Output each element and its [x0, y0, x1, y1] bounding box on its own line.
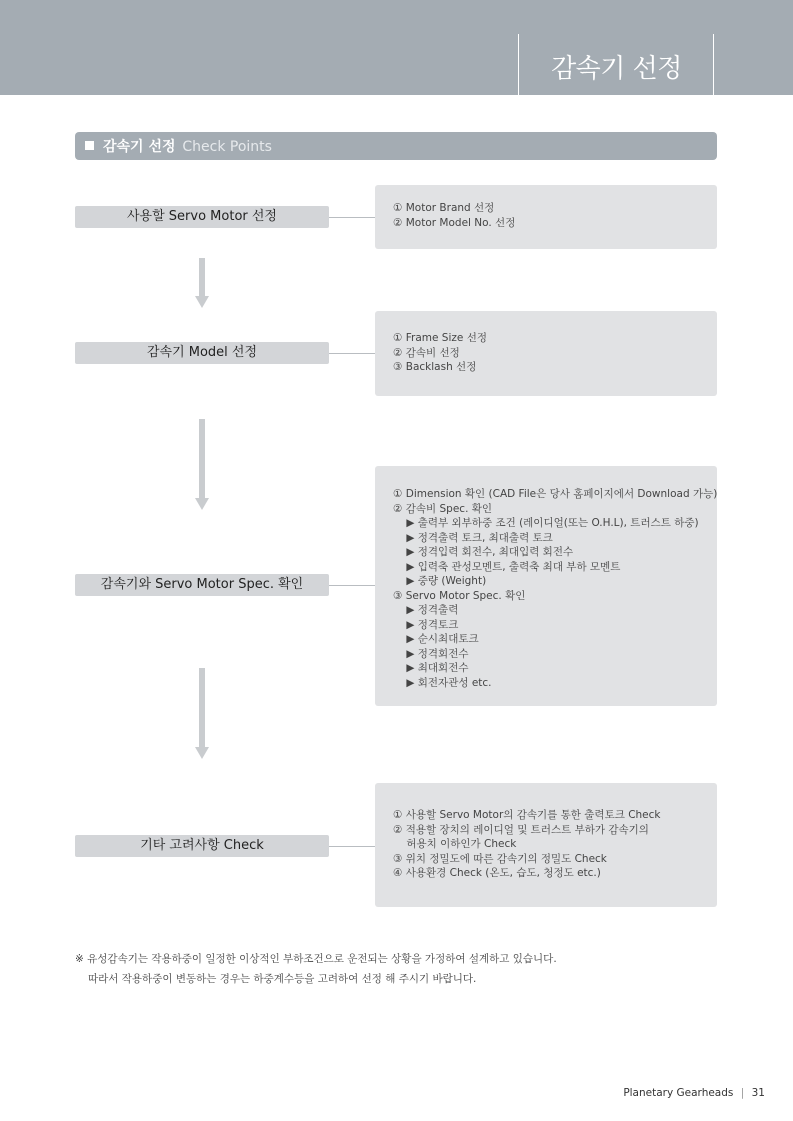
detail-line: ② 적용할 장치의 레이디얼 및 트러스트 부하가 감속기의	[393, 823, 649, 836]
detail-line: ③ Backlash 선정	[393, 361, 477, 373]
footer-separator: |	[740, 1087, 745, 1099]
detail-line: ▶ 최대회전수	[393, 662, 469, 674]
detail-line: ③ 위치 정밀도에 따른 감속기의 정밀도 Check	[393, 852, 607, 865]
page-title: 감속기 선정	[551, 54, 682, 84]
step-3-detail-panel	[375, 466, 717, 706]
detail-line: ▶ 정격출력	[393, 604, 459, 616]
detail-line: ▶ 회전자관성 etc.	[393, 676, 492, 689]
step-1-detail-panel	[375, 185, 717, 249]
step-1-label: 사용할 Servo Motor 선정	[75, 206, 329, 228]
detail-line: 허용치 이하인가 Check	[393, 838, 517, 850]
detail-line: ② 감속비 Spec. 확인	[393, 502, 493, 515]
detail-line: ▶ 출력부 외부하중 조건 (레이디얼(또는 O.H.L), 트러스트 하중)	[393, 517, 699, 529]
step-2-connector	[329, 353, 375, 354]
section-bullet-icon	[85, 141, 94, 150]
detail-line: ③ Servo Motor Spec. 확인	[393, 589, 526, 602]
detail-line: ▶ 정격출력 토크, 최대출력 토크	[393, 531, 553, 544]
step-4-detail-list	[393, 808, 661, 881]
down-arrow-icon	[197, 258, 207, 308]
detail-line: ① Motor Brand 선정	[393, 202, 495, 214]
detail-line: ▶ 정격입력 회전수, 최대입력 회전수	[393, 546, 574, 558]
step-4-detail-panel	[375, 783, 717, 907]
footnote	[75, 949, 557, 989]
down-arrow-icon	[197, 668, 207, 759]
step-4-label: 기타 고려사항 Check	[75, 835, 329, 857]
page-footer	[623, 1087, 765, 1099]
step-2-detail-list	[393, 331, 487, 375]
step-1-connector	[329, 217, 375, 218]
detail-line: ② 감속비 선정	[393, 346, 460, 359]
step-1-detail-list	[393, 201, 515, 230]
step-3-connector	[329, 585, 375, 586]
down-arrow-icon	[197, 419, 207, 510]
step-3-detail-list	[393, 487, 717, 690]
step-2-label: 감속기 Model 선정	[75, 342, 329, 364]
detail-line: ② Motor Model No. 선정	[393, 216, 516, 229]
step-3-label: 감속기와 Servo Motor Spec. 확인	[75, 574, 329, 596]
step-4-connector	[329, 846, 375, 847]
detail-line: ① Dimension 확인 (CAD File은 당사 홈페이지에서 Download 가능)	[393, 488, 718, 500]
detail-line: ▶ 정격토크	[393, 618, 459, 631]
detail-line: ① Frame Size 선정	[393, 332, 487, 344]
footnote-line-2: 따라서 작용하중이 변동하는 경우는 하중계수등을 고려하여 선정 해 주시기 바랍니다.	[88, 973, 477, 985]
detail-line: ④ 사용환경 Check (온도, 습도, 청정도 etc.)	[393, 867, 601, 879]
detail-line: ① 사용할 Servo Motor의 감속기를 통한 출력토크 Check	[393, 809, 661, 821]
section-heading	[75, 132, 717, 160]
footnote-line-1: ※ 유성감속기는 작용하중이 일정한 이상적인 부하조건으로 운전되는 상황을 가정하여 설계하고 있습니다.	[75, 953, 557, 965]
section-subtitle: Check Points	[182, 139, 272, 155]
section-title: 감속기 선정	[103, 139, 176, 155]
detail-line: ▶ 순시최대토크	[393, 633, 479, 645]
detail-line: ▶ 입력축 관성모멘트, 출력축 최대 부하 모멘트	[393, 560, 621, 573]
detail-line: ▶ 중량 (Weight)	[393, 575, 487, 587]
detail-line: ▶ 정격회전수	[393, 647, 469, 660]
header-divider-right	[713, 34, 714, 95]
page-number: 31	[751, 1087, 765, 1099]
footer-title: Planetary Gearheads	[623, 1087, 734, 1099]
header-divider-left	[518, 34, 519, 95]
step-2-detail-panel	[375, 311, 717, 396]
